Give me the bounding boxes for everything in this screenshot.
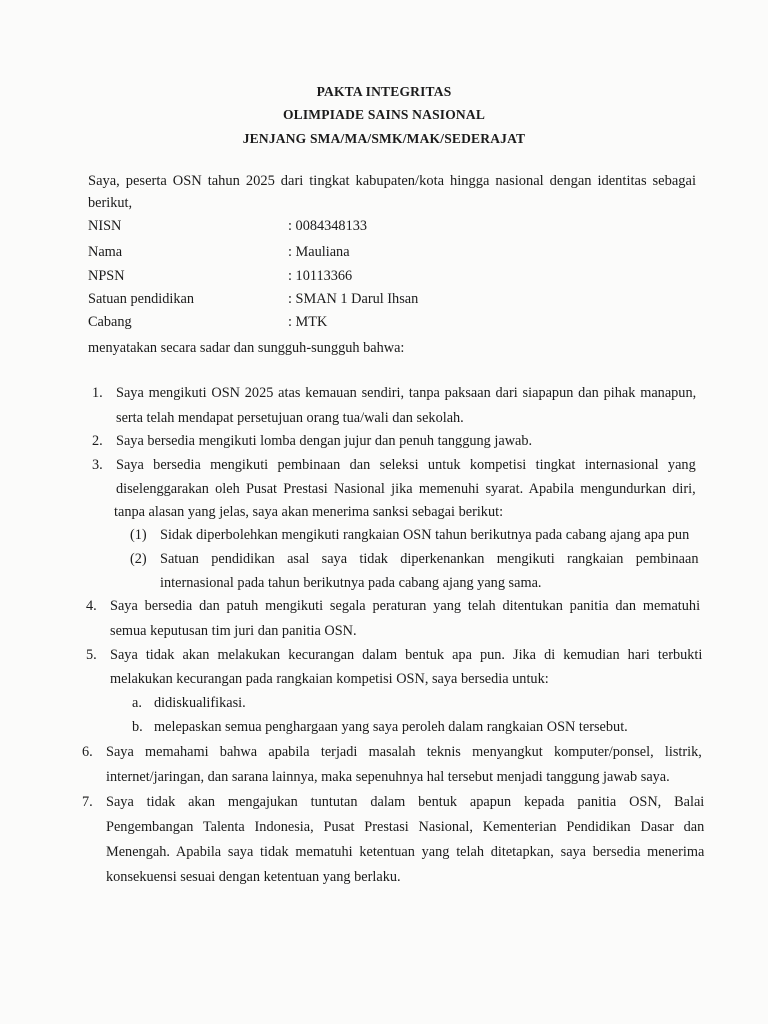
item-7-line-4: konsekuensi sesuai dengan ketentuan yang berlaku. xyxy=(106,869,401,885)
item-3-line-1: Saya bersedia mengikuti pembinaan dan seleksi untuk kompetisi tingkat internasional yang xyxy=(116,457,696,473)
label-satuan: Satuan pendidikan xyxy=(88,291,195,307)
item-4-line-2: semua keputusan tim juri dan panitia OSN. xyxy=(110,623,357,639)
value-satuan: : SMAN 1 Darul Ihsan xyxy=(288,291,419,307)
item-3-line-2: diselenggarakan oleh Pusat Prestasi Nasional jika memenuhi syarat. Apabila mengundurkan diri, xyxy=(116,481,696,497)
item-5-sub-a: didiskualifikasi. xyxy=(154,695,246,711)
declaration-line: menyatakan secara sadar dan sungguh-sungguh bahwa: xyxy=(88,340,405,356)
item-5-sub-b: melepaskan semua penghargaan yang saya peroleh dalam rangkaian OSN tersebut. xyxy=(154,719,628,735)
value-cabang: : MTK xyxy=(288,314,328,330)
intro-line-2: berikut, xyxy=(88,195,133,211)
item-1-line-1: Saya mengikuti OSN 2025 atas kemauan sendiri, tanpa paksaan dari siapapun dan pihak manapun, xyxy=(116,385,697,401)
item-number: 1. xyxy=(92,385,103,401)
item-6-line-2: internet/jaringan, dan sarana lainnya, maka sepenuhnya hal tersebut menjadi tanggung jawab saya. xyxy=(106,769,670,785)
item-number: 6. xyxy=(82,744,93,760)
label-nama: Nama xyxy=(88,244,123,260)
item-7-line-2: Pengembangan Talenta Indonesia, Pusat Prestasi Nasional, Kementerian Pendidikan Dasar dan xyxy=(106,819,705,835)
subitem-letter: b. xyxy=(132,719,143,735)
item-3-sub-2-line-2: internasional pada tahun berikutnya pada cabang ajang yang sama. xyxy=(160,575,542,591)
label-nisn: NISN xyxy=(88,218,122,234)
item-7-line-3: Menengah. Apabila saya tidak mematuhi ketentuan yang telah ditetapkan, saya bersedia menerima xyxy=(106,844,705,860)
item-4-line-1: Saya bersedia dan patuh mengikuti segala peraturan yang telah ditentukan panitia dan mematuhi xyxy=(110,598,701,614)
intro-line-1: Saya, peserta OSN tahun 2025 dari tingkat kabupaten/kota hingga nasional dengan identitas sebagai xyxy=(88,173,696,189)
item-7-line-1: Saya tidak akan mengajukan tuntutan dalam bentuk apapun kepada panitia OSN, Balai xyxy=(106,794,705,810)
label-npsn: NPSN xyxy=(88,268,125,284)
item-number: 3. xyxy=(92,457,103,473)
value-nama: : Mauliana xyxy=(288,244,350,260)
label-cabang: Cabang xyxy=(88,314,132,330)
item-3-line-3: tanpa alasan yang jelas, saya akan menerima sanksi sebagai berikut: xyxy=(114,504,504,520)
item-number: 2. xyxy=(92,433,103,449)
item-5-line-2: melakukan kecurangan pada rangkaian kompetisi OSN, saya bersedia untuk: xyxy=(110,671,549,687)
value-npsn: : 10113366 xyxy=(288,268,353,284)
subitem-number: (1) xyxy=(130,527,147,543)
item-number: 5. xyxy=(86,647,97,663)
value-nisn: : 0084348133 xyxy=(288,218,368,234)
doc-subtitle: OLIMPIADE SAINS NASIONAL xyxy=(282,107,486,122)
item-number: 4. xyxy=(86,598,97,614)
doc-level: JENJANG SMA/MA/SMK/MAK/SEDERAJAT xyxy=(242,131,526,146)
item-number: 7. xyxy=(82,794,93,810)
item-3-sub-2-line-1: Satuan pendidikan asal saya tidak diperkenankan mengikuti rangkaian pembinaan xyxy=(160,551,699,567)
item-1-line-2: serta telah mendapat persetujuan orang tua/wali dan sekolah. xyxy=(116,410,464,426)
subitem-letter: a. xyxy=(132,695,142,711)
item-5-line-1: Saya tidak akan melakukan kecurangan dalam bentuk apa pun. Jika di kemudian hari terbukti xyxy=(110,647,703,663)
subitem-number: (2) xyxy=(130,551,147,567)
item-6-line-1: Saya memahami bahwa apabila terjadi masalah teknis menyangkut komputer/ponsel, listrik, xyxy=(106,744,702,760)
item-3-sub-1: Sidak diperbolehkan mengikuti rangkaian OSN tahun berikutnya pada cabang ajang apa pun xyxy=(160,527,690,543)
item-2-line-1: Saya bersedia mengikuti lomba dengan jujur dan penuh tanggung jawab. xyxy=(116,433,533,449)
doc-title: PAKTA INTEGRITAS xyxy=(316,84,452,99)
